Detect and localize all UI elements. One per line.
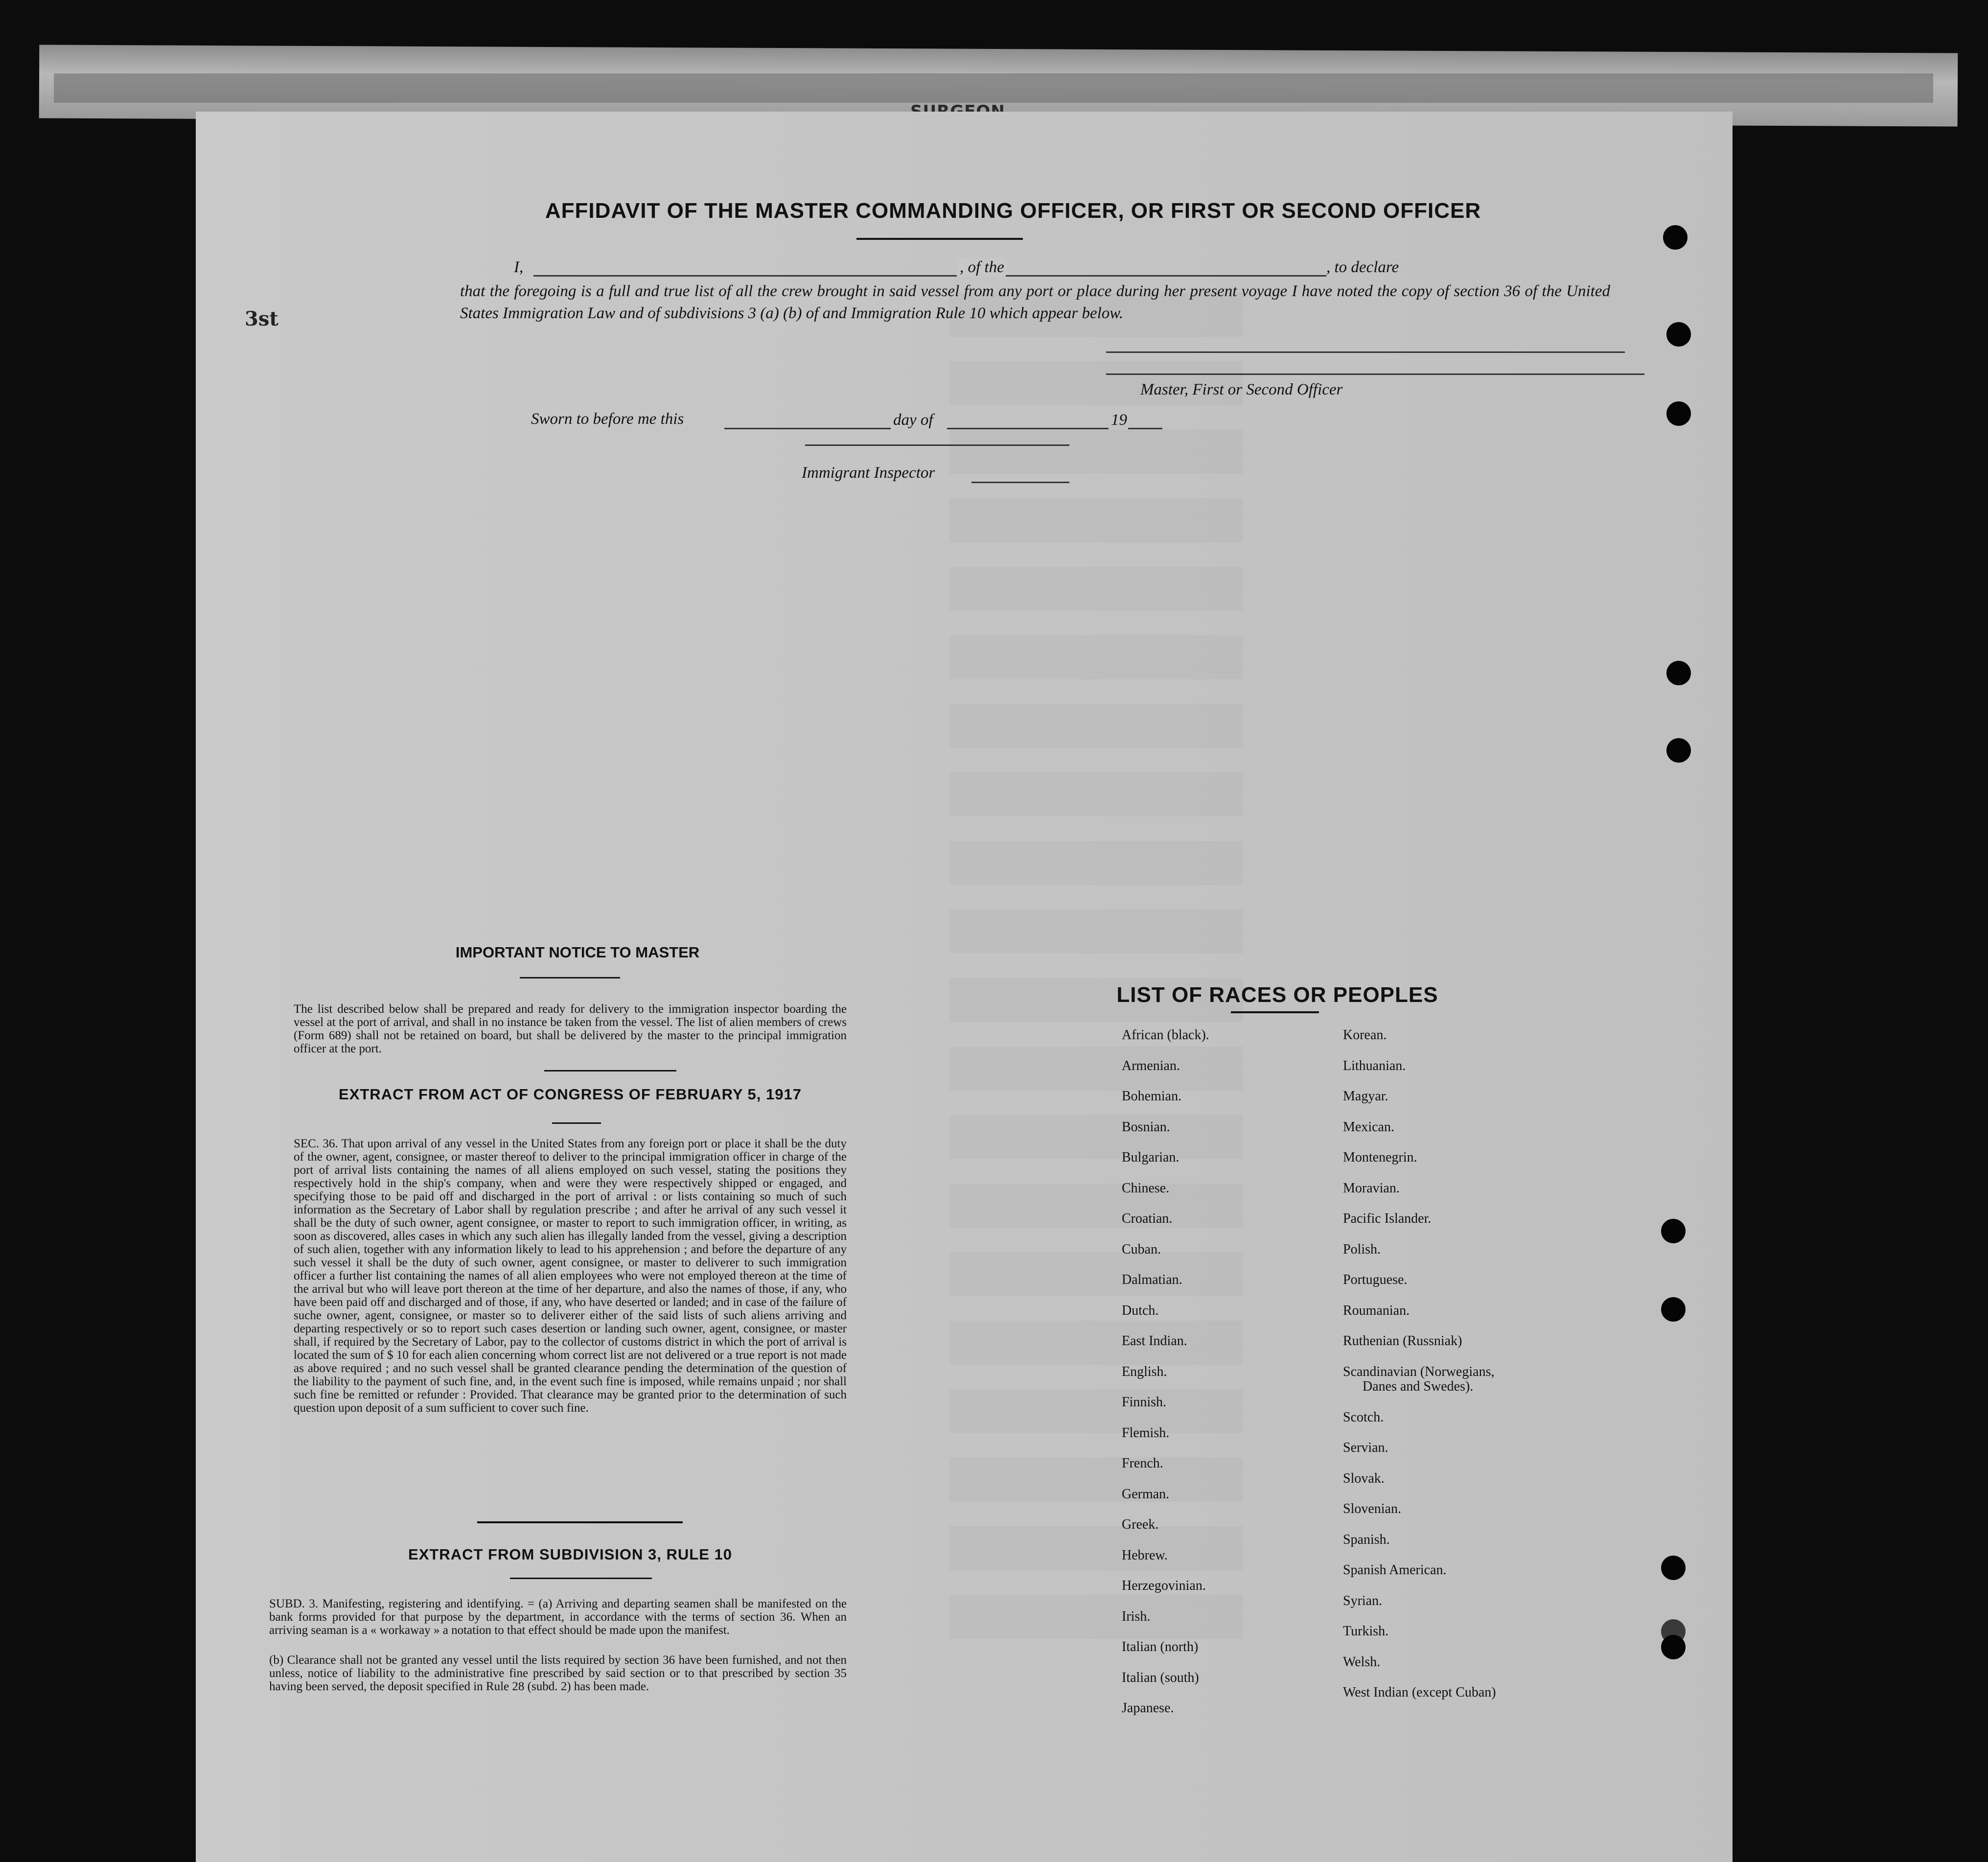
race-item: Korean. <box>1343 1027 1387 1043</box>
race-item: Scotch. <box>1343 1409 1384 1425</box>
bleed-through-text <box>949 293 1243 1663</box>
signature-label: Master, First or Second Officer <box>1140 381 1343 398</box>
punch-hole <box>1666 322 1691 347</box>
affidavit-to-declare: , to declare <box>1326 258 1399 276</box>
race-item: Scandinavian (Norwegians, <box>1343 1364 1495 1379</box>
inspector-field[interactable] <box>971 465 1069 483</box>
punch-hole <box>1663 225 1687 250</box>
race-item: Slovak. <box>1343 1470 1385 1486</box>
act-title-rule <box>552 1122 601 1124</box>
race-item: Danes and Swedes). <box>1363 1379 1474 1394</box>
race-item: Cuban. <box>1122 1241 1161 1257</box>
race-item: Dalmatian. <box>1122 1272 1182 1287</box>
punch-hole <box>1666 738 1691 763</box>
day-of-label: day of <box>893 411 933 429</box>
race-item: Ruthenian (Russniak) <box>1343 1333 1462 1349</box>
affidavit-title-rule <box>856 238 1023 240</box>
race-item: Mexican. <box>1343 1119 1394 1135</box>
race-item: Roumanian. <box>1343 1303 1410 1318</box>
signature-line[interactable] <box>1106 364 1644 375</box>
race-item: Finnish. <box>1122 1395 1167 1410</box>
year-prefix: 19 <box>1111 411 1127 429</box>
punch-hole <box>1661 1635 1686 1659</box>
race-item: Bohemian. <box>1122 1089 1182 1104</box>
punch-hole <box>1666 401 1691 426</box>
act-body: SEC. 36. That upon arrival of any vessel in the United States from any foreign port or place it shall be the duty of the owner, agent, consignee, or master thereof to deliver to the principal immigration officer in charge of the port of arrival lists containing the names of all aliens employed on such vessel, stating the positions they respectively hold in the ship's company, when and were they were respectively shipped or engaged, and specifying those to be paid off and discharged in the port of arrival : or lists containing so much of such information as the Secretary of Labor shall by regulation prescribe ; and after he arrival of any such vessel it shall be the duty of such owner, agent consignee, or master to report to such immigration officer, in writing, as soon as discovered, alles cases in which any such alien has illegally landed from the vessel, giving a description of such alien, together with any information likely to lead to his apprehension ; and before the departure of any such vessel it shall be the duty of such owner, agent consignee, or master to deliverer to such immigration officer a further list containing the names of all alien employees who were not employed thereon at the time of the arrival but who will leave port thereon at the time of her departure, and also the names of those, if any, who have been paid off and discharged and of those, if any, who have deserted or landed; and in case of the failure of suche owner, agent, consignee, or master so to deliverer either of the said lists of such aliens arriving and departing respectively or so to report such cases desertion or landing such owner, agent, consignee, or master shall, if required by the Secretary of Labor, pay to the collector of customs district in which the port of arrival is located the sum of $ 10 for each alien concerning whom correct list are not delivered or a true report is not made as above required ; and no such vessel shall be granted clearance pending the determination of the question of the liability to the payment of such fine, and, in the event such fine is imposed, while remains unpaid ; nor shall such fine be remitted or refunder : Provided. That clearance may be granted prior to the determination of such question upon deposit of a sum sufficient to cover such fine. <box>294 1137 847 1415</box>
rule-title: EXTRACT FROM SUBDIVISION 3, RULE 10 <box>408 1546 732 1563</box>
race-item: Portuguese. <box>1343 1272 1408 1287</box>
inspector-label: Immigrant Inspector <box>802 464 935 482</box>
race-item: Spanish American. <box>1343 1562 1447 1578</box>
affidavit-i-prefix: I, <box>514 258 524 276</box>
race-item: Italian (south) <box>1122 1670 1199 1685</box>
sworn-month-field[interactable] <box>947 411 1109 429</box>
race-item: East Indian. <box>1122 1333 1187 1349</box>
vessel-name-field[interactable] <box>1006 258 1326 277</box>
punch-hole <box>1661 1219 1686 1243</box>
race-item: Croatian. <box>1122 1211 1173 1226</box>
punch-hole <box>1666 661 1691 685</box>
race-item: Magyar. <box>1343 1089 1388 1104</box>
race-item: Greek. <box>1122 1517 1159 1532</box>
strip-shadow <box>54 73 1933 103</box>
race-item: Japanese. <box>1122 1700 1174 1716</box>
race-item: Spanish. <box>1343 1532 1390 1547</box>
affidavit-of-the: , of the <box>957 258 1007 277</box>
race-item: German. <box>1122 1486 1170 1502</box>
inspector-signature-line[interactable] <box>805 435 1069 446</box>
sworn-label: Sworn to before me this <box>531 410 684 428</box>
rule-top-rule <box>477 1521 683 1523</box>
races-title-rule <box>1231 1011 1319 1013</box>
race-item: Welsh. <box>1343 1654 1381 1670</box>
rule-title-rule <box>510 1578 652 1579</box>
race-item: French. <box>1122 1456 1163 1471</box>
punch-hole <box>1661 1297 1686 1322</box>
race-item: West Indian (except Cuban) <box>1343 1685 1496 1700</box>
race-item: Turkish. <box>1343 1624 1389 1639</box>
rule-body-a: SUBD. 3. Manifesting, registering and identifying. = (a) Arriving and departing seamen shall be manifested on the bank forms provided for that purpose by the department, in accordance with the terms of section 36. When an arriving seaman is a « workaway » a notation to that effect should be made upon the manifest. <box>269 1597 847 1637</box>
race-item: Montenegrin. <box>1343 1150 1417 1165</box>
race-item: Hebrew. <box>1122 1547 1168 1563</box>
notice-body: The list described below shall be prepared and ready for delivery to the immigration inspector boarding the vessel at the port of arrival, and shall in no instance be taken from the vessel. The list of alien members of crews (Form 689) shall not be retained on board, but shall be delivered by the master to the principal immigration officer at the port. <box>294 1002 847 1055</box>
races-title: LIST OF RACES OR PEOPLES <box>1116 983 1438 1007</box>
race-item: Bulgarian. <box>1122 1150 1179 1165</box>
race-item: Servian. <box>1343 1440 1388 1455</box>
race-item: Slovenian. <box>1343 1501 1401 1516</box>
race-item: Herzegovinian. <box>1122 1578 1206 1593</box>
race-item: Bosnian. <box>1122 1119 1170 1135</box>
filing-mark: 3st <box>245 307 278 330</box>
race-item: Flemish. <box>1122 1425 1170 1441</box>
race-item: Italian (north) <box>1122 1639 1199 1654</box>
punch-hole <box>1661 1556 1686 1580</box>
race-item: Moravian. <box>1343 1180 1400 1196</box>
race-item: African (black). <box>1122 1027 1209 1043</box>
sworn-year-field[interactable] <box>1128 411 1162 429</box>
notice-title: IMPORTANT NOTICE TO MASTER <box>455 944 700 961</box>
affidavit-separator-line <box>1106 342 1625 353</box>
affidavit-body: that the foregoing is a full and true list of all the crew brought in said vessel from any port or place during her present voyage I have noted the copy of section 36 of the United States Immigration Law and of subdivisions 3 (a) (b) of and Immigration Rule 10 which appear below. <box>460 282 1610 322</box>
affidavit-title: AFFIDAVIT OF THE MASTER COMMANDING OFFICER, OR FIRST OR SECOND OFFICER <box>545 199 1481 223</box>
race-item: Irish. <box>1122 1608 1151 1624</box>
race-item: Syrian. <box>1343 1593 1383 1608</box>
race-item: Dutch. <box>1122 1303 1159 1318</box>
rule-body-b: (b) Clearance shall not be granted any vessel until the lists required by section 36 have been furnished, and not then unless, notice of liability to the administrative fine prescribed by said section or to that prescribed by section 35 having been served, the deposit specified in Rule 28 (subd. 2) has been made. <box>269 1653 847 1693</box>
race-item: Chinese. <box>1122 1180 1170 1196</box>
race-item: English. <box>1122 1364 1167 1379</box>
act-top-rule <box>544 1070 676 1071</box>
race-item: Pacific Islander. <box>1343 1211 1432 1226</box>
race-item: Lithuanian. <box>1343 1058 1406 1073</box>
race-item: Armenian. <box>1122 1058 1180 1073</box>
notice-title-rule <box>520 977 620 978</box>
document-page <box>196 112 1733 1862</box>
sworn-day-field[interactable] <box>724 411 891 429</box>
act-title: EXTRACT FROM ACT OF CONGRESS OF FEBRUARY 5, 1917 <box>339 1086 802 1103</box>
race-item: Polish. <box>1343 1241 1381 1257</box>
